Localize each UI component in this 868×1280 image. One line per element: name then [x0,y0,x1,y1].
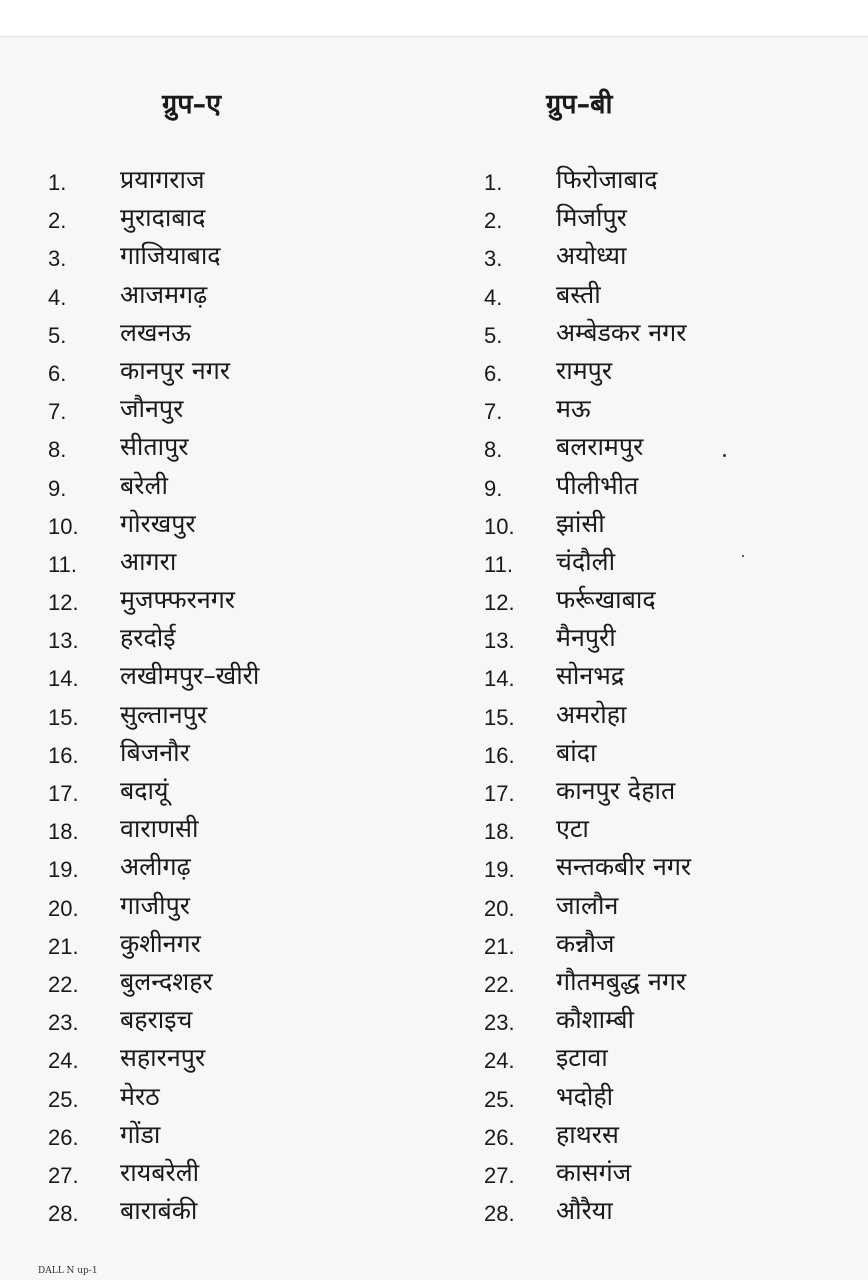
item-number: 9. [48,475,67,501]
item-number: 13. [48,628,79,654]
item-number: 18. [484,819,515,845]
top-strip [0,0,868,37]
district-name: लखनऊ [120,317,191,347]
district-name: बाराबंकी [120,1196,198,1226]
item-number: 20. [484,895,515,921]
item-number: 3. [48,246,67,272]
item-number: 7. [484,399,503,425]
district-name: बलरामपुर [556,432,644,462]
item-number: 18. [48,819,79,845]
item-number: 12. [48,590,79,616]
item-number: 6. [484,360,503,386]
district-name: बरेली [120,470,168,500]
district-name: जालौन [556,890,619,920]
district-name: सोनभद्र [556,661,625,691]
district-name: कासगंज [556,1157,632,1187]
district-name: अम्बेडकर नगर [556,317,687,347]
group-b-title: ग्रुप–बी [546,89,613,120]
item-number: 3. [484,246,503,272]
district-name: बस्ती [556,279,601,309]
district-name: गौतमबुद्ध नगर [556,966,687,996]
item-number: 23. [48,1010,79,1036]
item-number: 10. [484,513,515,539]
district-name: बांदा [556,737,597,767]
district-name: वाराणसी [120,814,199,844]
district-name: भदोही [556,1081,614,1111]
item-number: 8. [48,437,67,463]
item-number: 25. [484,1086,515,1112]
district-name: रायबरेली [120,1157,200,1187]
item-number: 11. [484,551,513,577]
item-number: 17. [484,781,515,806]
district-name: मिर्जापुर [556,203,627,233]
item-number: 24. [484,1048,515,1074]
item-number: 20. [48,895,79,921]
district-name: मऊ [556,394,591,424]
district-name: अमरोहा [556,699,627,729]
district-name: कौशाम्बी [556,1005,635,1035]
item-number: 14. [484,666,515,692]
district-name: रामपुर [556,355,613,385]
district-name: फिरोजाबाद [556,165,658,194]
item-number: 10. [48,513,79,539]
district-name: औरैया [556,1196,613,1226]
district-name: जौनपुर [120,394,184,424]
item-number: 26. [48,1124,79,1150]
district-name: झांसी [556,508,605,538]
item-number: 2. [48,208,67,234]
item-number: 27. [484,1162,515,1188]
item-number: 13. [484,628,515,654]
district-name: पीलीभीत [556,470,639,500]
group-a-title: ग्रुप–ए [162,89,221,120]
district-name: मैनपुरी [556,623,616,653]
item-number: 1. [484,170,503,195]
item-number: 24. [48,1048,79,1074]
district-name: गाजीपुर [120,890,191,920]
district-name: इटावा [556,1043,608,1073]
item-number: 15. [484,704,515,730]
item-number: 28. [484,1201,515,1227]
item-number: 19. [484,857,515,883]
item-number: 8. [484,437,503,463]
item-number: 25. [48,1086,79,1112]
item-number: 22. [484,971,515,997]
district-name: गोरखपुर [120,508,196,538]
item-number: 15. [48,704,79,730]
item-number: 16. [48,742,79,768]
district-name: बहराइच [120,1005,193,1035]
district-name: मुरादाबाद [120,203,206,233]
item-number: 5. [484,322,503,348]
district-name: बदायूं [120,776,169,805]
item-number: 16. [484,742,515,768]
item-number: 28. [48,1201,79,1227]
district-name: कन्नौज [556,928,615,958]
district-name: अयोध्या [556,241,627,271]
district-name: फर्रूखाबाद [556,585,656,615]
district-name: हाथरस [556,1119,619,1149]
item-number: 26. [484,1124,515,1150]
district-name: सहारनपुर [120,1043,206,1073]
item-number: 4. [484,284,503,310]
item-number: 2. [484,208,503,234]
district-name: कुशीनगर [120,928,201,958]
item-number: 12. [484,590,515,616]
item-number: 21. [484,933,515,959]
district-name: मेरठ [120,1081,160,1111]
district-name: मुजफ्फरनगर [120,585,236,615]
item-number: 27. [48,1162,79,1188]
district-name: अलीगढ़ [120,852,191,882]
district-name: एटा [556,814,589,844]
district-name: लखीमपुर–खीरी [120,661,260,691]
item-number: 21. [48,933,79,959]
item-number: 7. [48,399,67,425]
district-name: कानपुर नगर [120,355,231,385]
district-name: कानपुर देहात [556,776,676,805]
item-number: 14. [48,666,79,692]
district-name: चंदौली [556,546,616,576]
stray-dot [742,555,744,557]
district-name: सुल्तानपुर [120,699,208,729]
item-number: 11. [48,551,77,577]
district-name: प्रयागराज [120,165,205,194]
item-number: 4. [48,284,67,310]
district-name: हरदोई [120,623,176,653]
item-number: 19. [48,857,79,883]
item-number: 22. [48,971,79,997]
district-name: बुलन्दशहर [120,966,213,996]
district-name: गाजियाबाद [120,241,221,271]
district-name: आगरा [120,546,177,576]
item-number: 6. [48,360,67,386]
district-name: सीतापुर [120,432,189,462]
item-number: 5. [48,322,67,348]
district-name: गोंडा [120,1119,161,1149]
footer-mark: DALL N up-1 [38,1266,98,1276]
district-name: आजमगढ़ [120,279,208,309]
item-number: 23. [484,1010,515,1036]
district-name: बिजनौर [120,737,190,767]
district-name: सन्तकबीर नगर [556,852,692,882]
item-number: 9. [484,475,503,501]
item-number: 17. [48,781,79,806]
item-number: 1. [48,170,67,195]
stray-dot [723,454,726,457]
